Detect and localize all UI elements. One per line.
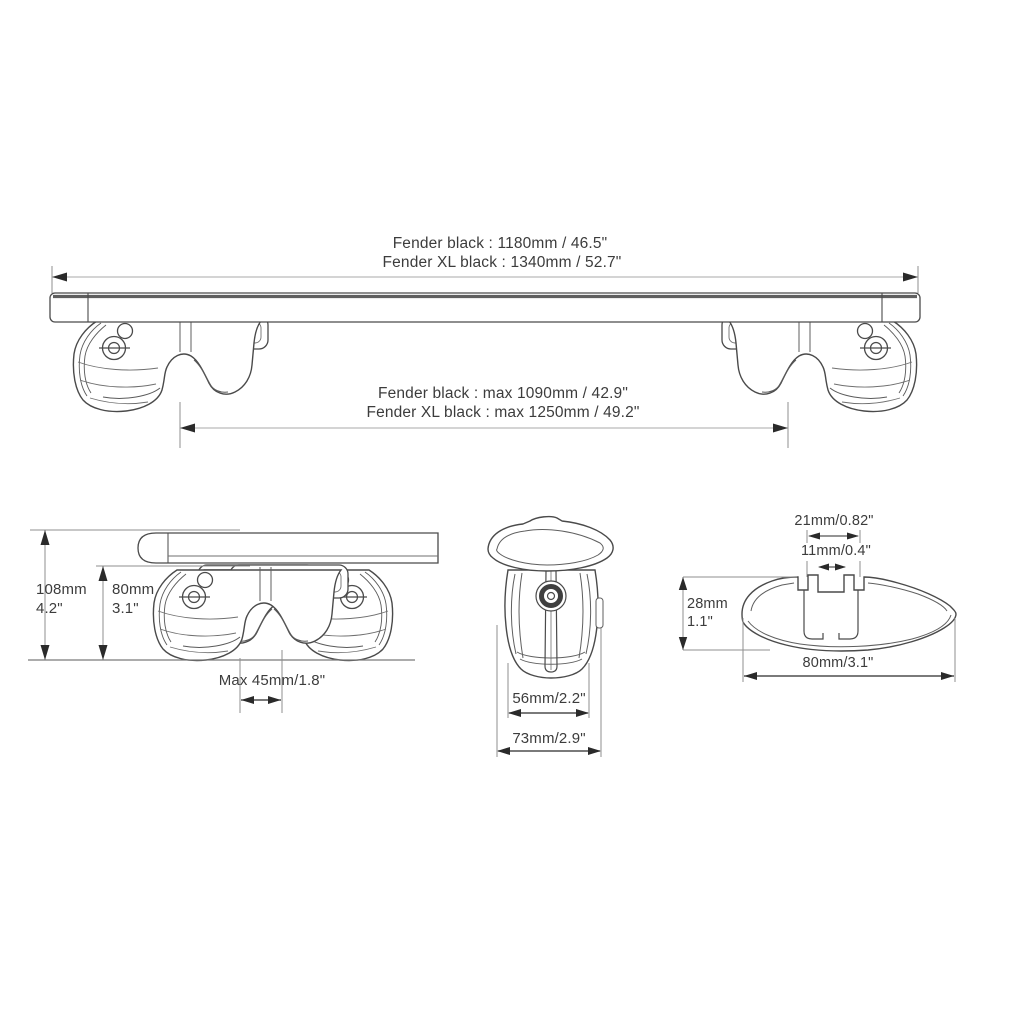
side-tab [596,598,603,628]
bar-end-profile [488,517,613,571]
bar-clearance-in: 3.1" [112,599,139,617]
total-height-in: 4.2" [36,599,63,617]
slot-width-label: 11mm/0.4" [798,543,874,561]
crossbar-side [138,533,438,563]
channel-width-dimension [808,533,859,540]
bar-length-label-2: Fender XL black : 1340mm / 52.7" [382,254,622,271]
foot-spread-label-2: Fender XL black : max 1250mm / 49.2" [366,404,640,421]
rack-foot-left [73,316,268,412]
profile-height-in: 1.1" [687,613,713,630]
profile-height-mm: 28mm [687,596,728,612]
profile-width-label: 80mm/3.1" [802,655,874,671]
max-clamp-label: Max 45mm/1.8" [218,672,326,689]
bar-clearance-mm: 80mm [112,581,155,598]
bar-length-label-1: Fender black : 1180mm / 46.5" [392,235,608,252]
foot-width-dimension [508,709,589,717]
foot-spread-label-1: Fender black : max 1090mm / 42.9" [378,385,628,402]
channel-width-label: 21mm/0.82" [794,513,874,529]
total-height-label [36,581,87,618]
overall-width-label: 73mm/2.9" [512,730,586,747]
profile-height-label [687,596,728,632]
front-view [488,517,613,757]
slot-width-dimension [818,564,846,571]
total-height-mm: 108mm [36,581,87,598]
foot-width-label: 56mm/2.2" [512,690,586,707]
rack-foot-right [722,316,917,412]
bar-clearance-label [112,581,154,618]
